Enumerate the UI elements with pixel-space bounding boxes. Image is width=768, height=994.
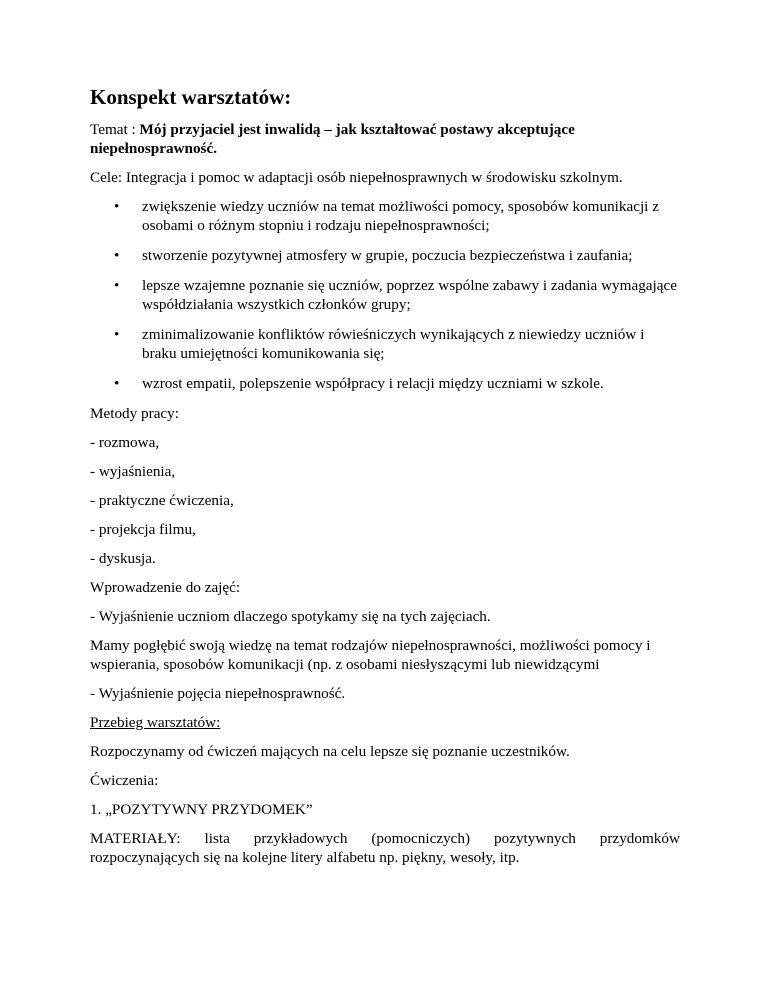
bullet-icon: • bbox=[114, 247, 120, 264]
document-title: Konspekt warsztatów: bbox=[90, 85, 292, 109]
bullet-icon: • bbox=[114, 326, 120, 343]
materials-word: przykładowych bbox=[253, 830, 348, 847]
methods-label: Metody pracy: bbox=[90, 405, 179, 422]
materials-line bbox=[90, 829, 680, 848]
exercise-title: 1. „POZYTYWNY PRZYDOMEK” bbox=[90, 801, 313, 818]
method-item: - wyjaśnienia, bbox=[90, 463, 176, 480]
materials-paragraph bbox=[90, 829, 680, 867]
materials-line: rozpoczynających się na kolejne litery alfabetu np. piękny, wesoły, itp. bbox=[90, 849, 520, 866]
intro-label: Wprowadzenie do zajęć: bbox=[90, 579, 241, 596]
course-start: Rozpoczynamy od ćwiczeń mających na celu lepsze się poznanie uczestników. bbox=[90, 743, 570, 760]
method-item: - praktyczne ćwiczenia, bbox=[90, 492, 234, 509]
materials-word: MATERIAŁY: bbox=[90, 830, 181, 847]
method-item: - rozmowa, bbox=[90, 434, 160, 451]
exercises-label: Ćwiczenia: bbox=[90, 772, 159, 789]
bullet-icon: • bbox=[114, 277, 120, 294]
topic-value: Mój przyjaciel jest inwalidą – jak kształtować postawy akceptujące niepełnosprawność. bbox=[90, 121, 575, 157]
bullet-icon: • bbox=[114, 198, 120, 215]
document-page bbox=[90, 84, 680, 877]
materials-word: (pomocniczych) bbox=[371, 830, 471, 847]
goal-text: wzrost empatii, polepszenie współpracy i relacji między uczniami w szkole. bbox=[142, 375, 604, 392]
goal-text: lepsze wzajemne poznanie się uczniów, poprzez wspólne zabawy i zadania wymagające współdziałania wszystkich członków grupy; bbox=[142, 277, 677, 313]
goals-list bbox=[90, 197, 680, 393]
goal-text: zminimalizowanie konfliktów rówieśniczych wynikających z niewiedzy uczniów i braku umiejętności komunikowania się; bbox=[142, 326, 645, 362]
method-item: - projekcja filmu, bbox=[90, 521, 196, 538]
intro-line: - Wyjaśnienie pojęcia niepełnosprawność. bbox=[90, 685, 346, 702]
course-label: Przebieg warsztatów: bbox=[90, 714, 221, 731]
materials-word: pozytywnych bbox=[494, 830, 576, 847]
list-item bbox=[90, 374, 680, 393]
materials-word: przydomków bbox=[599, 830, 680, 847]
intro-paragraph: Mamy pogłębić swoją wiedzę na temat rodzajów niepełnosprawności, możliwości pomocy i wspierania, sposobów komunikacji (np. z osobami niesłyszącymi lub niewidzącymi bbox=[90, 637, 651, 673]
method-item: - dyskusja. bbox=[90, 550, 156, 567]
goals-label: Cele: Integracja i pomoc w adaptacji osób niepełnosprawnych w środowisku szkolnym. bbox=[90, 169, 623, 186]
topic-label: Temat : bbox=[90, 121, 140, 138]
goal-text: stworzenie pozytywnej atmosfery w grupie, poczucia bezpieczeństwa i zaufania; bbox=[142, 247, 633, 264]
list-item bbox=[90, 246, 680, 265]
intro-line: - Wyjaśnienie uczniom dlaczego spotykamy się na tych zajęciach. bbox=[90, 608, 491, 625]
topic-paragraph bbox=[90, 120, 680, 158]
bullet-icon: • bbox=[114, 375, 120, 392]
goal-text: zwiększenie wiedzy uczniów na temat możliwości pomocy, sposobów komunikacji z osobami o różnym stopniu i rodzaju niepełnosprawności; bbox=[142, 198, 659, 234]
list-item bbox=[90, 325, 680, 363]
list-item bbox=[90, 197, 680, 235]
list-item bbox=[90, 276, 680, 314]
materials-word: lista bbox=[204, 830, 230, 847]
